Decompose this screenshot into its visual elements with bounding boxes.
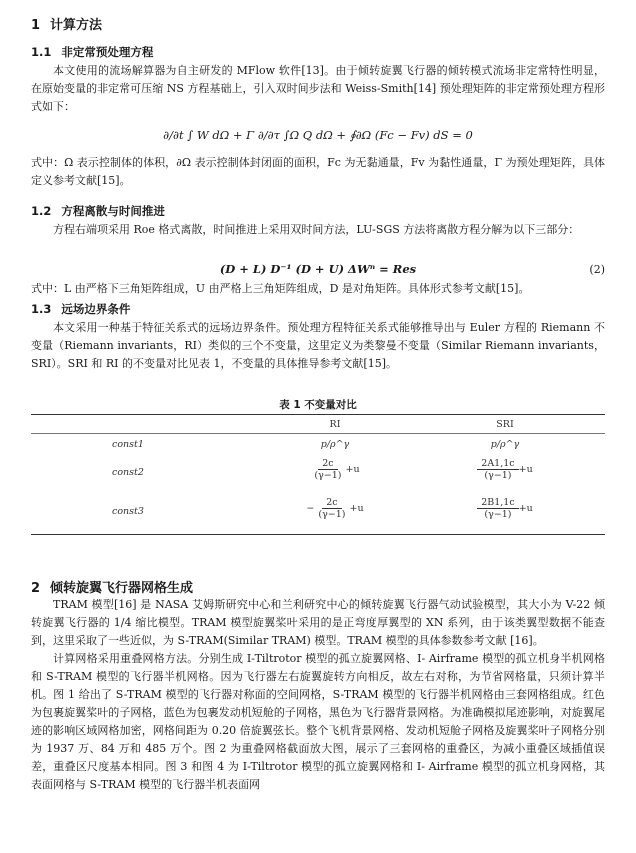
paragraph-1-1b: 式中：Ω 表示控制体的体积，∂Ω 表示控制体封闭面的面积，Fc 为无黏通量，Fv 为黏性通量，Γ 为预处理矩阵，具体定义参考文献[15]。 bbox=[31, 156, 605, 187]
paragraph-1-2b: 式中：L 由严格下三角矩阵组成，U 由严格上三角矩阵组成，D 是对角矩阵。具体形式参考文献[15]。 bbox=[31, 282, 530, 295]
equation-2: (D + L) D⁻¹ (D + U) ΔWⁿ = Res bbox=[219, 262, 417, 276]
table-bottom-rule bbox=[31, 534, 605, 535]
section-number: 2 bbox=[31, 581, 41, 596]
paragraph-1-2a: 方程右端项采用 Roe 格式离散，时间推进上采用双时间方法，LU-SGS 方法将离散方程分解为以下三部分： bbox=[53, 223, 580, 236]
paragraph-1-3a: 本文采用一种基于特征关系式的远场边界条件。预处理方程特征关系式能够推导出与 Euler 方程的 Riemann 不变量（Riemann invariants，RI）类似的三个不变量，这里定义为类黎曼不变量（Similar Riemann invariants，SRI）。SRI 和 RI 的不变量对比见表 1，不变量的具体推导参考文献[15]。 bbox=[31, 321, 605, 370]
section-number: 1.1 bbox=[31, 45, 52, 59]
table-row-name: const1 bbox=[112, 439, 144, 450]
table-header-rule bbox=[31, 433, 605, 434]
section-2-heading bbox=[31, 577, 193, 596]
table-cell-sri: p/ρ^γ bbox=[490, 439, 520, 450]
section-title: 计算方法 bbox=[50, 18, 103, 33]
paragraph-2a: TRAM 模型[16] 是 NASA 艾姆斯研究中心和兰利研究中心的倾转旋翼飞行器气动试验模型，其大小为 V-22 倾转旋翼飞行器的 1/4 缩比模型。TRAM 模型旋翼桨叶采用的是正弯度厚翼型的 XN 系列，由于该类翼型数据不能查到，这里采取了一些近似，为 S-TRAM(Similar TRAM) 模型。TRAM 模型的具体参数参考文献 [16]。 bbox=[31, 598, 605, 647]
paragraph-2b: 计算网格采用重叠网格方法。分别生成 I-Tiltrotor 模型的孤立旋翼网格、I- Airframe 模型的孤立机身半机网格和 S-TRAM 模型的飞行器半机网格。因为飞行器左右旋翼旋转方向相反，故左右对称，为节省网格量，只须计算半机。图 1 给出了 S-TRAM 模型的飞行器对称面的空间网格，S-TRAM 模型的飞行器半机网格由三套网格组成。红色为包裹旋翼桨叶的子网格，蓝色为包裹发动机短舱的子网格，黑色为飞行器背景网格。为准确模拟尾迹影响，对旋翼尾迹的影响区域网格加密，网格间距为 0.20 倍旋翼弦长。整个飞机背景网格、发动机短舱子网格及旋翼桨叶子网格分别为 1937 万、84 万和 485 万个。图 2 为重叠网格截面放大图，展示了三套网格的重叠区，为减小重叠区域插值误差，重叠区尺度基本相同。图 3 和图 4 为 I-Tiltrotor 模型的孤立旋翼网格和 I- Airframe 模型的孤立机身网格，其表面网格与 S-TRAM 模型的飞行器半机表面网 bbox=[31, 652, 605, 791]
table-header-sri: SRI bbox=[496, 419, 514, 430]
table-cell-sri: $\frac{2A1,1c}{(\gamma-1)}$ +u bbox=[450, 458, 560, 481]
table-row-name: const2 bbox=[112, 467, 144, 478]
equation-1: ∂/∂t ∫ W dΩ + Γ ∂/∂τ ∫Ω Q dΩ + ∮∂Ω (Fc − Fv) dS = 0 bbox=[163, 128, 473, 142]
table-header-ri: RI bbox=[329, 419, 341, 430]
section-title: 方程离散与时间推进 bbox=[61, 204, 165, 218]
section-1-2-heading bbox=[31, 203, 165, 219]
section-1-heading bbox=[31, 14, 102, 33]
table-row-name: const3 bbox=[112, 506, 144, 517]
table-cell-sri: $\frac{2B1,1c}{(\gamma-1)}$ +u bbox=[450, 497, 560, 520]
section-title: 倾转旋翼飞行器网格生成 bbox=[50, 581, 194, 596]
section-title: 非定常预处理方程 bbox=[61, 45, 154, 59]
section-number: 1 bbox=[31, 18, 41, 33]
table-cell-ri: p/ρ^γ bbox=[320, 439, 350, 450]
section-1-3-heading bbox=[31, 301, 130, 317]
table-caption: 表 1 不变量对比 bbox=[279, 399, 357, 411]
equation-2-number: (2) bbox=[589, 263, 605, 276]
table-cell-ri: − $\frac{2c}{(\gamma-1)}$ +u bbox=[306, 497, 364, 520]
table-top-rule bbox=[31, 414, 605, 415]
section-number: 1.2 bbox=[31, 204, 52, 218]
section-number: 1.3 bbox=[31, 302, 52, 316]
paragraph-1-1a: 本文使用的流场解算器为自主研发的 MFlow 软件[13]。由于倾转旋翼飞行器的倾转模式流场非定常特性明显，在原始变量的非定常可压缩 NS 方程基础上，引入双时间步法和 Weiss-Smith[14] 预处理矩阵的非定常预处理方程形式如下： bbox=[31, 64, 605, 113]
table-cell-ri: $\frac{2c}{(\gamma-1)}$ +u bbox=[314, 458, 360, 481]
section-1-1-heading bbox=[31, 44, 153, 60]
section-title: 远场边界条件 bbox=[61, 302, 131, 316]
